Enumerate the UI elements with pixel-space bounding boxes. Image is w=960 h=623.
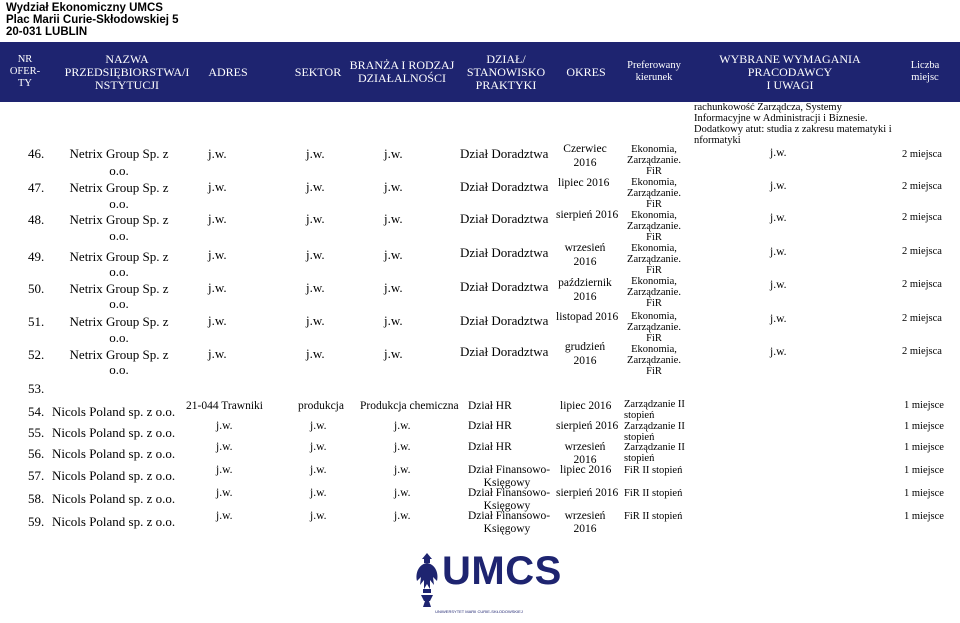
faculty-name: Wydział Ekonomiczny UMCS: [6, 2, 163, 14]
col-wymagania: WYBRANE WYMAGANIA PRACODAWCY I UWAGI: [719, 51, 861, 92]
col-dzial: DZIAŁ/ STANOWISKO PRAKTYKI: [466, 51, 546, 92]
col-nr: NR OFER- TY: [9, 54, 41, 89]
col-liczba: Liczba miejsc: [910, 60, 940, 83]
row-53-nr: 53.: [28, 381, 45, 396]
col-okres: OKRES: [566, 64, 606, 79]
col-adres: ADRES: [208, 64, 248, 79]
logo-text: UMCS: [442, 549, 562, 593]
table-header: [0, 42, 960, 102]
logo-subtitle: UNIWERSYTET MARII CURIE-SKŁODOWSKIEJ: [435, 609, 523, 614]
col-sektor: SEKTOR: [294, 64, 342, 79]
col-nazwa: NAZWA PRZEDSIĘBIORSTWA/I NSTYTUCJI: [64, 51, 190, 92]
col-kierunek: Preferowany kierunek: [627, 60, 681, 83]
requirements-note: rachunkowość Zarządcza, Systemy Informacyjne w Administracji i Biznesie. Dodatkowy atut: studia z zakresu matematyki i nformatyki: [694, 102, 892, 146]
faculty-address: Plac Marii Curie-Skłodowskiej 5: [6, 14, 179, 26]
umcs-logo: [414, 549, 562, 617]
col-branza: BRANŻA I RODZAJ DZIAŁALNOŚCI: [349, 58, 455, 85]
faculty-postcode: 20-031 LUBLIN: [6, 26, 88, 38]
